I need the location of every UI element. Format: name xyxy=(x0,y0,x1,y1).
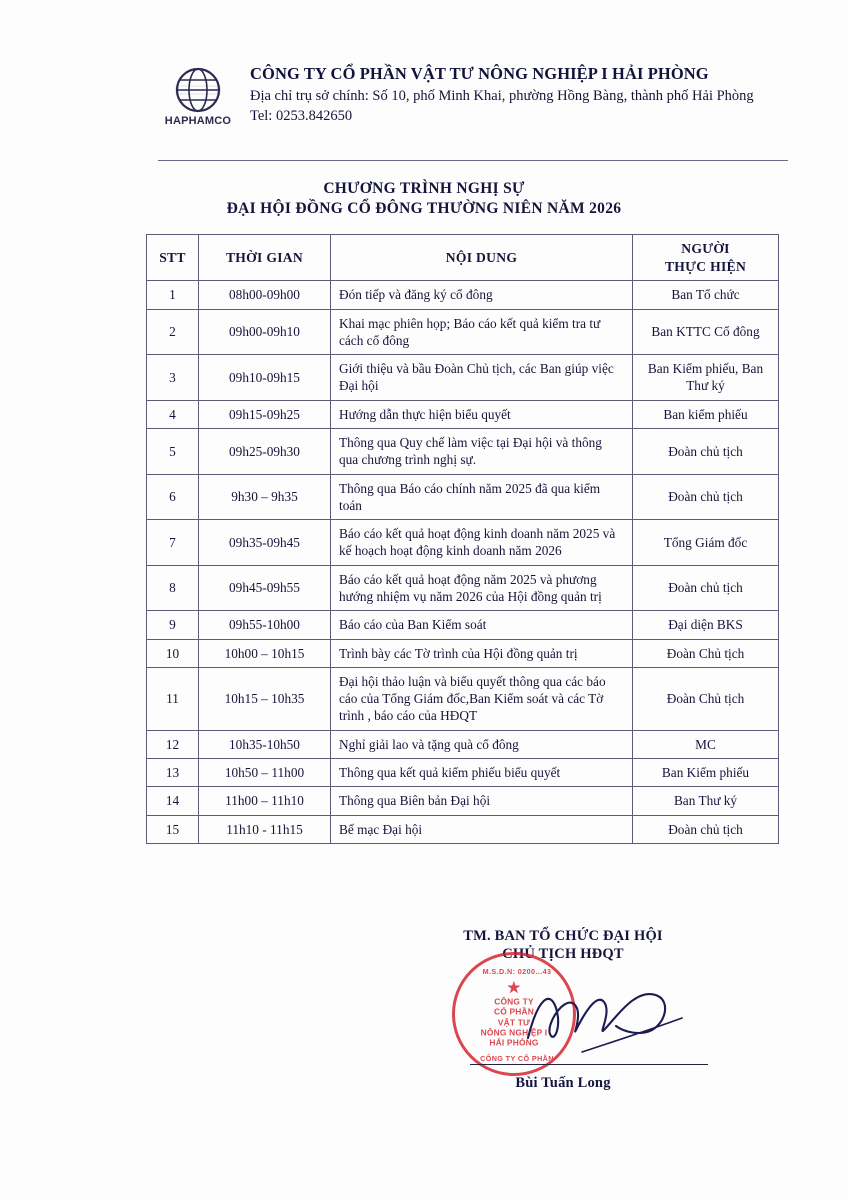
cell-time: 9h30 – 9h35 xyxy=(199,474,331,520)
cell-time: 10h35-10h50 xyxy=(199,730,331,758)
cell-person: Đoàn Chủ tịch xyxy=(633,667,779,730)
cell-stt: 6 xyxy=(147,474,199,520)
signatory-name: Bùi Tuấn Long xyxy=(515,1075,611,1091)
signature-underline xyxy=(470,1064,708,1065)
column-header-person-line-2: THỰC HIỆN xyxy=(664,258,747,274)
cell-content: Đại hội thảo luận và biểu quyết thông qua các báo cáo của Tổng Giám đốc,Ban Kiểm soát và các Tờ trình , báo cáo của HĐQT xyxy=(331,667,633,730)
cell-person: Đoàn chủ tịch xyxy=(633,565,779,611)
column-header-person xyxy=(633,235,779,281)
cell-stt: 9 xyxy=(147,611,199,639)
star-icon: ★ xyxy=(507,979,521,997)
cell-stt: 3 xyxy=(147,355,199,401)
cell-person: Ban Thư ký xyxy=(633,787,779,815)
table-row xyxy=(147,355,779,401)
stamp-line-3: VẬT TƯ xyxy=(497,1016,531,1027)
cell-content: Báo cáo kết quả hoạt động kinh doanh năm 2025 và kế hoạch hoạt động kinh doanh năm 2026 xyxy=(331,520,633,566)
cell-stt: 14 xyxy=(147,787,199,815)
title-line-2: ĐẠI HỘI ĐỒNG CỔ ĐÔNG THƯỜNG NIÊN NĂM 2026 xyxy=(226,200,622,217)
table-row xyxy=(147,309,779,355)
cell-content: Thông qua Biên bản Đại hội xyxy=(331,787,633,815)
cell-person: Đại diện BKS xyxy=(633,611,779,639)
stamp-line-2: CỔ PHẦN xyxy=(493,1006,535,1017)
cell-content: Trình bày các Tờ trình của Hội đồng quản trị xyxy=(331,639,633,667)
stamp-line-1: CÔNG TY xyxy=(494,996,534,1007)
title-line-1: CHƯƠNG TRÌNH NGHỊ SỰ xyxy=(323,180,525,197)
company-address: Địa chỉ trụ sở chính: Số 10, phố Minh Khai, phường Hồng Bàng, thành phố Hải Phòng xyxy=(250,87,754,104)
cell-stt: 15 xyxy=(147,815,199,843)
cell-time: 10h00 – 10h15 xyxy=(199,639,331,667)
stamp-arc-bottom-text: CÔNG TY CỔ PHẦN xyxy=(480,1054,554,1063)
cell-content: Báo cáo kết quả hoạt động năm 2025 và phương hướng nhiệm vụ năm 2026 của Hội đồng quản trị xyxy=(331,565,633,611)
table-row xyxy=(147,520,779,566)
cell-stt: 1 xyxy=(147,281,199,309)
cell-time: 10h15 – 10h35 xyxy=(199,667,331,730)
cell-person: Ban Kiểm phiếu, Ban Thư ký xyxy=(633,355,779,401)
cell-time: 09h25-09h30 xyxy=(199,429,331,475)
agenda-table xyxy=(146,234,779,844)
company-seal-stamp xyxy=(452,952,576,1076)
cell-content: Giới thiệu và bầu Đoàn Chủ tịch, các Ban giúp việc Đại hội xyxy=(331,355,633,401)
cell-person: Ban KTTC Cổ đông xyxy=(633,309,779,355)
cell-time: 09h15-09h25 xyxy=(199,400,331,428)
table-row xyxy=(147,787,779,815)
cell-time: 10h50 – 11h00 xyxy=(199,758,331,786)
cell-person: Ban Tổ chức xyxy=(633,281,779,309)
table-row xyxy=(147,400,779,428)
cell-content: Bế mạc Đại hội xyxy=(331,815,633,843)
column-header-content: NỘI DUNG xyxy=(331,235,633,281)
company-logo xyxy=(152,64,244,127)
cell-person: Đoàn chủ tịch xyxy=(633,474,779,520)
globe-icon xyxy=(174,66,222,114)
page-title xyxy=(0,180,848,218)
cell-content: Hướng dẫn thực hiện biểu quyết xyxy=(331,400,633,428)
agenda-table-container xyxy=(146,234,778,844)
cell-stt: 7 xyxy=(147,520,199,566)
table-row xyxy=(147,611,779,639)
table-row xyxy=(147,815,779,843)
cell-stt: 13 xyxy=(147,758,199,786)
cell-content: Thông qua Quy chế làm việc tại Đại hội và thông qua chương trình nghị sự. xyxy=(331,429,633,475)
table-header-row xyxy=(147,235,779,281)
column-header-stt: STT xyxy=(147,235,199,281)
cell-time: 11h10 - 11h15 xyxy=(199,815,331,843)
logo-wordmark: HAPHAMCO xyxy=(164,115,232,127)
stamp-line-5: HẢI PHÒNG xyxy=(489,1037,539,1048)
cell-person: Ban Kiểm phiếu xyxy=(633,758,779,786)
table-row xyxy=(147,281,779,309)
column-header-time: THỜI GIAN xyxy=(199,235,331,281)
cell-time: 11h00 – 11h10 xyxy=(199,787,331,815)
cell-stt: 12 xyxy=(147,730,199,758)
stamp-line-4: NÔNG NGHIỆP I xyxy=(480,1027,548,1038)
column-header-person-line-1: NGƯỜI xyxy=(681,241,730,256)
cell-time: 09h45-09h55 xyxy=(199,565,331,611)
signature-title-line-1: TM. BAN TỔ CHỨC ĐẠI HỘI xyxy=(463,928,663,944)
table-row xyxy=(147,667,779,730)
stamp-text xyxy=(468,980,560,1047)
cell-content: Thông qua Báo cáo chính năm 2025 đã qua kiểm toán xyxy=(331,474,633,520)
cell-content: Báo cáo của Ban Kiểm soát xyxy=(331,611,633,639)
table-row xyxy=(147,730,779,758)
cell-person: Đoàn chủ tịch xyxy=(633,815,779,843)
cell-content: Đón tiếp và đăng ký cổ đông xyxy=(331,281,633,309)
cell-content: Khai mạc phiên họp; Báo cáo kết quả kiểm tra tư cách cổ đông xyxy=(331,309,633,355)
company-telephone: Tel: 0253.842650 xyxy=(250,107,353,124)
cell-content: Thông qua kết quả kiểm phiếu biểu quyết xyxy=(331,758,633,786)
company-name: CÔNG TY CỔ PHẦN VẬT TƯ NÔNG NGHIỆP I HẢI PHÒNG xyxy=(250,64,709,83)
cell-stt: 8 xyxy=(147,565,199,611)
table-row xyxy=(147,429,779,475)
table-row xyxy=(147,565,779,611)
cell-person: Ban kiểm phiếu xyxy=(633,400,779,428)
company-info xyxy=(244,64,772,126)
cell-stt: 11 xyxy=(147,667,199,730)
header-divider xyxy=(158,160,788,161)
cell-time: 08h00-09h00 xyxy=(199,281,331,309)
cell-stt: 5 xyxy=(147,429,199,475)
cell-person: Đoàn chủ tịch xyxy=(633,429,779,475)
cell-stt: 4 xyxy=(147,400,199,428)
cell-time: 09h55-10h00 xyxy=(199,611,331,639)
cell-person: MC xyxy=(633,730,779,758)
cell-stt: 10 xyxy=(147,639,199,667)
cell-stt: 2 xyxy=(147,309,199,355)
signature-title-line-2: CHỦ TỊCH HĐQT xyxy=(502,946,624,962)
cell-time: 09h00-09h10 xyxy=(199,309,331,355)
cell-person: Đoàn Chủ tịch xyxy=(633,639,779,667)
table-row xyxy=(147,474,779,520)
cell-time: 09h35-09h45 xyxy=(199,520,331,566)
cell-content: Nghỉ giải lao và tặng quà cổ đông xyxy=(331,730,633,758)
cell-person: Tổng Giám đốc xyxy=(633,520,779,566)
agenda-table-body xyxy=(147,281,779,843)
letterhead xyxy=(152,64,772,127)
table-row xyxy=(147,639,779,667)
table-row xyxy=(147,758,779,786)
cell-time: 09h10-09h15 xyxy=(199,355,331,401)
stamp-registration-number: M.S.D.N: 0200...43 xyxy=(482,967,552,976)
